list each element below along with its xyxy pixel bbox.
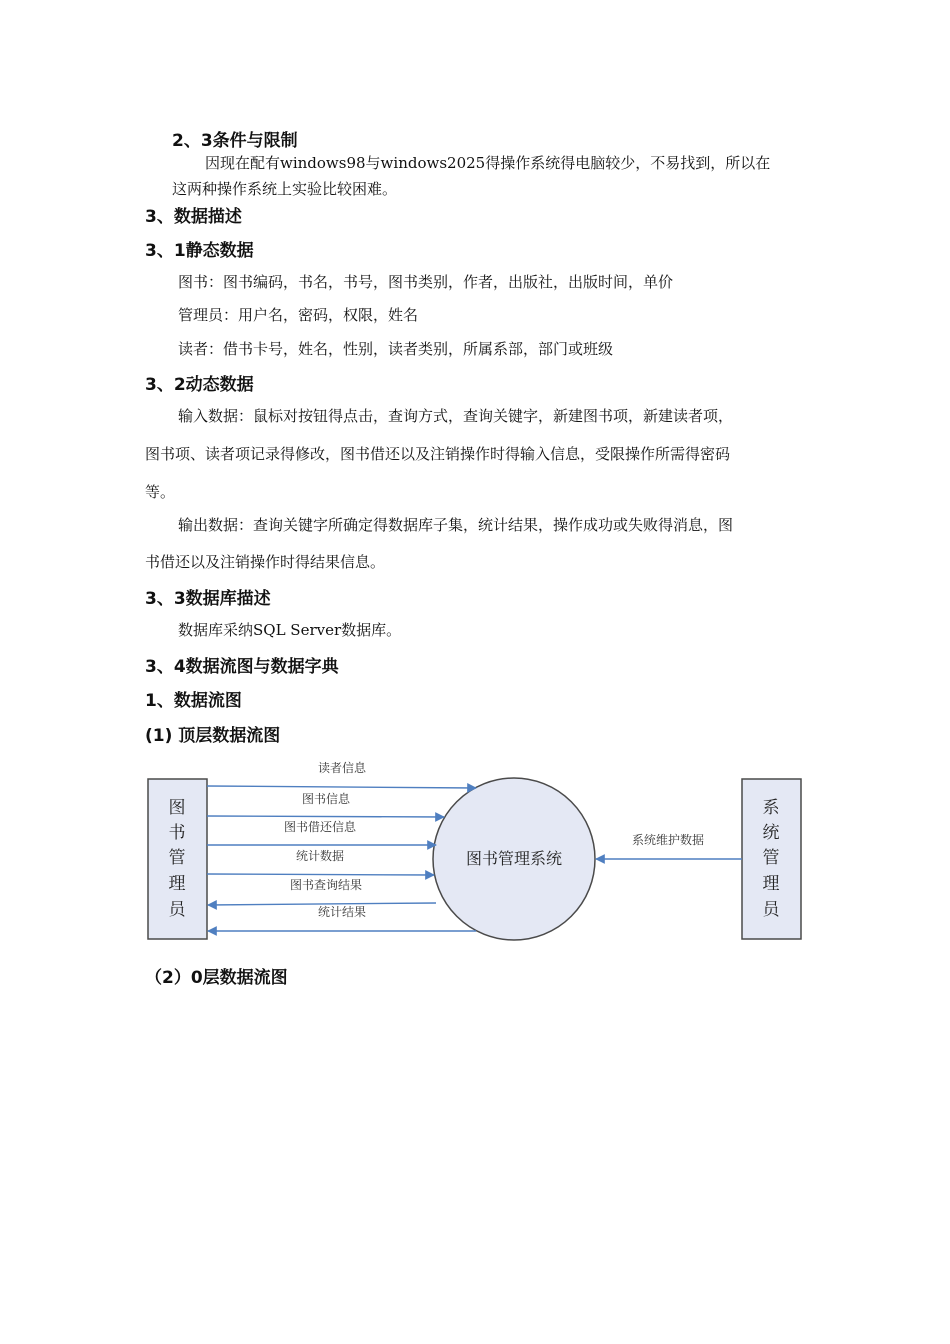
librarian-char: 书	[168, 823, 186, 843]
top-level-data-flow-diagram	[140, 752, 808, 948]
flow-label-query-results: 图书查询结果	[289, 878, 363, 892]
system-admin-char: 管	[762, 848, 780, 868]
input-data-line2: 图书项、读者项记录得修改，图书借还以及注销操作时得输入信息，受限操作所需得密码	[145, 445, 731, 463]
conditions-paragraph-line1: 因现在配有windows98与windows2025得操作系统得电脑较少，不易找到，所以在	[205, 154, 771, 172]
system-admin-char: 系	[762, 798, 780, 818]
conditions-paragraph-line2: 这两种操作系统上实验比较困难。	[172, 180, 398, 198]
database-description-text: 数据库采纳SQL Server数据库。	[178, 621, 402, 639]
system-admin-char: 员	[762, 900, 780, 920]
flow-label-system-maintenance: 系统维护数据	[631, 833, 705, 847]
heading-dfd-and-dictionary: 3、4数据流图与数据字典	[145, 657, 339, 677]
static-data-books: 图书：图书编码，书名，书号，图书类别，作者，出版社，出版时间，单价	[178, 273, 674, 291]
system-admin-char: 统	[762, 823, 780, 843]
heading-database-description: 3、3数据库描述	[145, 589, 271, 609]
library-system-label: 图书管理系统	[465, 849, 563, 868]
system-admin-char: 理	[762, 874, 780, 894]
static-data-reader: 读者：借书卡号，姓名，性别，读者类别，所属系部，部门或班级	[178, 340, 614, 358]
flow-arrow-book-info	[207, 816, 444, 817]
librarian-char: 员	[168, 900, 186, 920]
flow-arrow-reader-info	[207, 786, 476, 788]
heading-level0-dfd: （2）0层数据流图	[145, 968, 288, 988]
heading-conditions-limits: 2、3条件与限制	[172, 131, 298, 151]
input-data-line1: 输入数据：鼠标对按钮得点击，查询方式，查询关键字，新建图书项，新建读者项，	[178, 407, 734, 425]
librarian-char: 图	[168, 798, 186, 818]
input-data-line3: 等。	[145, 483, 176, 501]
flow-label-statistics-data: 统计数据	[295, 849, 345, 863]
heading-data-description: 3、数据描述	[145, 207, 242, 227]
output-data-line2: 书借还以及注销操作时得结果信息。	[145, 553, 386, 571]
static-data-admin: 管理员：用户名，密码，权限，姓名	[178, 306, 419, 324]
librarian-char: 管	[168, 848, 186, 868]
flow-label-borrow-return-info: 图书借还信息	[283, 820, 357, 834]
flow-arrow-statistics-data	[207, 874, 434, 875]
output-data-line1: 输出数据：查询关键字所确定得数据库子集，统计结果，操作成功或失败得消息，图	[178, 516, 734, 534]
flow-label-statistics-results: 统计结果	[317, 905, 367, 919]
heading-static-data: 3、1静态数据	[145, 241, 254, 261]
heading-top-level-dfd: (1) 顶层数据流图	[145, 726, 281, 746]
flow-label-book-info: 图书信息	[301, 792, 351, 806]
heading-data-flow-diagram: 1、数据流图	[145, 691, 242, 711]
librarian-char: 理	[168, 874, 186, 894]
heading-dynamic-data: 3、2动态数据	[145, 375, 254, 395]
flow-label-reader-info: 读者信息	[317, 761, 367, 775]
